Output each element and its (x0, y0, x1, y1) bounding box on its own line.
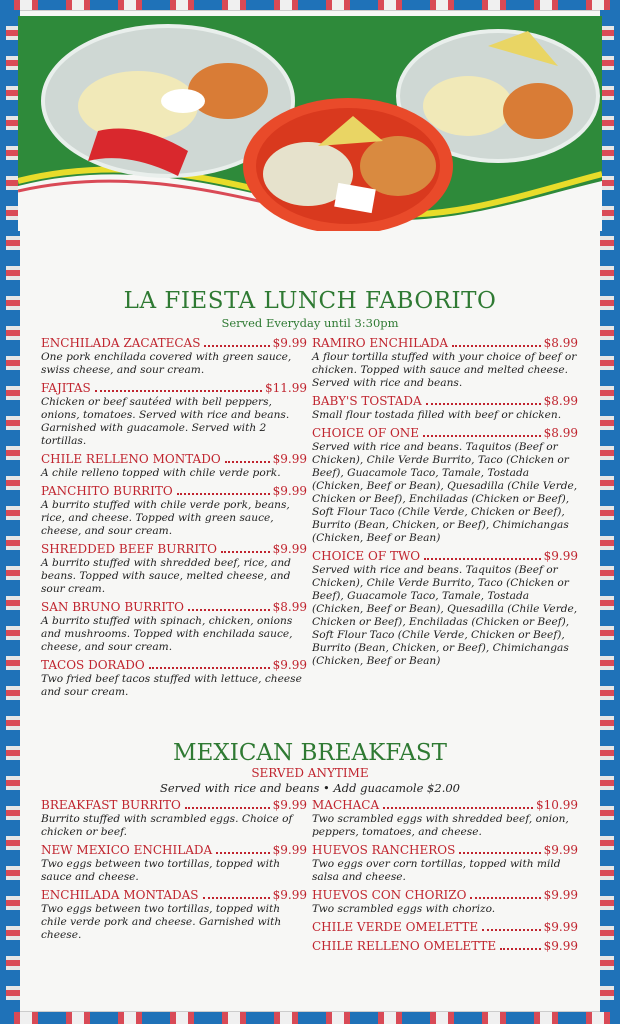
menu-item-description: Burrito stuffed with scrambled eggs. Choice of chicken or beef. (41, 813, 293, 838)
dot-leader (500, 948, 540, 950)
menu-item-name: CHILE RELLENO MONTADO (41, 452, 221, 466)
menu-item-name: CHILE VERDE OMELETTE (312, 920, 479, 934)
dot-leader (225, 461, 270, 463)
menu-item-description: Chicken or beef sautéed with bell peppers, onions, tomatoes. Served with rice and beans. Garnished with guacamole. Served with 2 tortillas. (41, 396, 290, 447)
menu-item-name: ENCHILADA ZACATECAS (41, 336, 201, 350)
dot-leader (177, 493, 270, 495)
menu-item-header (312, 843, 578, 858)
menu-item (41, 600, 307, 654)
menu-item (41, 658, 307, 699)
menu-item (41, 843, 307, 884)
menu-item-header (312, 798, 578, 813)
menu-item-price: $9.99 (272, 484, 307, 498)
dot-leader (185, 807, 270, 809)
menu-item-price: $11.99 (265, 381, 307, 395)
menu-item-name: NEW MEXICO ENCHILADA (41, 843, 213, 857)
dot-leader (204, 345, 269, 347)
menu-item-price: $9.99 (272, 658, 307, 672)
dot-leader (423, 435, 541, 437)
menu-item-price: $8.99 (543, 394, 578, 408)
menu-item-price: $9.99 (543, 843, 578, 857)
menu-item-description: A chile relleno topped with chile verde pork. (41, 467, 281, 479)
menu-item-description: A burrito stuffed with chile verde pork, beans, rice, and cheese. Topped with green sauce, cheese, and sour cream. (41, 499, 290, 537)
menu-item-description: A burrito stuffed with shredded beef, rice, and beans. Topped with sauce, melted cheese, and sour cream. (41, 557, 291, 595)
dot-leader (188, 609, 270, 611)
menu-item (312, 549, 578, 668)
menu-item (312, 939, 578, 954)
menu-item-description: Two eggs between two tortillas, topped with chile verde pork and cheese. Garnished with cheese. (41, 903, 282, 941)
food-photo-banner (18, 16, 602, 231)
menu-item-description: Two eggs between two tortillas, topped with sauce and cheese. (41, 858, 281, 883)
menu-item-name: HUEVOS CON CHORIZO (312, 888, 467, 902)
menu-item (41, 888, 307, 942)
menu-item-name: BABY'S TOSTADA (312, 394, 422, 408)
lunch-title: LA FIESTA LUNCH FABORITO (123, 288, 497, 314)
menu-item-price: $9.99 (272, 542, 307, 556)
dot-leader (149, 667, 270, 669)
menu-item (41, 381, 307, 448)
menu-item-name: BREAKFAST BURRITO (41, 798, 181, 812)
menu-item-price: $9.99 (543, 888, 578, 902)
menu-item-price: $10.99 (536, 798, 578, 812)
menu-item-name: RAMIRO ENCHILADA (312, 336, 448, 350)
menu-item-description: Served with rice and beans. Taquitos (Beef or Chicken), Chile Verde Burrito, Taco (Chicken or Beef), Guacamole Taco, Tamale, Tostada (Chicken, Beef or Bean), Quesadilla (Chile Verde, Chicken or Beef), Enchiladas (Chicken or Beef), Soft Flour Taco (Chile Verde, Chicken or Beef), Burrito (Bean, Chicken, or Beef), Chimichangas (Chicken, Beef or Bean) (312, 441, 578, 544)
menu-item-name: SAN BRUNO BURRITO (41, 600, 184, 614)
menu-item-header (41, 798, 307, 813)
dot-leader (203, 897, 270, 899)
menu-item-description: Two scrambled eggs with shredded beef, onion, peppers, tomatoes, and cheese. (312, 813, 569, 838)
right-border-pattern (600, 10, 614, 1012)
breakfast-subtitle: SERVED ANYTIME (251, 766, 369, 780)
menu-item-description: Small flour tostada filled with beef or chicken. (312, 409, 562, 421)
menu-item-name: HUEVOS RANCHEROS (312, 843, 456, 857)
menu-item-name: CHOICE OF ONE (312, 426, 420, 440)
menu-item-price: $9.99 (543, 939, 578, 953)
menu-item-header (312, 336, 578, 351)
menu-item (312, 843, 578, 884)
menu-item-price: $9.99 (272, 888, 307, 902)
menu-item (41, 542, 307, 596)
menu-item-name: SHREDDED BEEF BURRITO (41, 542, 217, 556)
dot-leader (459, 852, 540, 854)
menu-item (312, 394, 578, 422)
menu-item-name: TACOS DORADO (41, 658, 145, 672)
menu-item-price: $9.99 (272, 336, 307, 350)
dot-leader (482, 929, 540, 931)
menu-item-description: A flour tortilla stuffed with your choice of beef or chicken. Topped with sauce and melted cheese. Served with rice and beans. (312, 351, 577, 389)
breakfast-note: Served with rice and beans • Add guacamole $2.00 (160, 781, 460, 795)
menu-item-name: FAJITAS (41, 381, 91, 395)
menu-item-header (312, 426, 578, 441)
menu-item-header (41, 888, 307, 903)
menu-item (41, 452, 307, 480)
menu-item (312, 798, 578, 839)
menu-item-price: $8.99 (543, 336, 578, 350)
breakfast-right-column (312, 798, 578, 958)
dot-leader (221, 551, 270, 553)
menu-item-description: A burrito stuffed with spinach, chicken, onions and mushrooms. Topped with enchilada sauce, cheese, and sour cream. (41, 615, 293, 653)
menu-item-header (41, 484, 307, 499)
menu-item (312, 920, 578, 935)
menu-item-header (41, 843, 307, 858)
dot-leader (426, 403, 541, 405)
menu-item-header (41, 542, 307, 557)
menu-item-header (41, 600, 307, 615)
menu-item-name: CHILE RELLENO OMELETTE (312, 939, 497, 953)
dot-leader (216, 852, 270, 854)
menu-item-header (312, 888, 578, 903)
menu-item-header (41, 381, 307, 396)
menu-item-description: Served with rice and beans. Taquitos (Beef or Chicken), Chile Verde Burrito, Taco (Chicken or Beef), Guacamole Taco, Tamale, Tostada (Chicken, Beef or Bean), Quesadilla (Chile Verde, Chicken or Beef), Enchiladas (Chicken or Beef), Soft Flour Taco (Chile Verde, Chicken or Beef), Burrito (Bean, Chicken, or Beef), Chimichangas (Chicken, Beef or Bean) (312, 564, 578, 667)
menu-item-price: $9.99 (272, 798, 307, 812)
menu-item-name: CHOICE OF TWO (312, 549, 421, 563)
menu-item-description: Two eggs over corn tortillas, topped with mild salsa and cheese. (312, 858, 561, 883)
dot-leader (95, 390, 262, 392)
menu-item-name: PANCHITO BURRITO (41, 484, 173, 498)
menu-item-header (312, 394, 578, 409)
dot-leader (424, 558, 541, 560)
lunch-right-column (312, 336, 578, 672)
dot-leader (383, 807, 533, 809)
menu-item (41, 336, 307, 377)
menu-item-description: Two fried beef tacos stuffed with lettuce, cheese and sour cream. (41, 673, 302, 698)
breakfast-title: MEXICAN BREAKFAST (173, 740, 447, 766)
menu-item (41, 484, 307, 538)
menu-item-description: One pork enchilada covered with green sauce, swiss cheese, and sour cream. (41, 351, 292, 376)
menu-item-name: ENCHILADA MONTADAS (41, 888, 199, 902)
menu-item-price: $9.99 (272, 452, 307, 466)
menu-item-header (41, 452, 307, 467)
breakfast-left-column (41, 798, 307, 946)
menu-item (312, 336, 578, 390)
menu-item-header (41, 336, 307, 351)
menu-item-price: $8.99 (543, 426, 578, 440)
menu-item-price: $9.99 (272, 843, 307, 857)
menu-item-name: MACHACA (312, 798, 380, 812)
menu-item-price: $8.99 (272, 600, 307, 614)
menu-item (41, 798, 307, 839)
menu-item (312, 426, 578, 545)
menu-item-price: $9.99 (543, 920, 578, 934)
menu-item-header (312, 920, 578, 935)
lunch-left-column (41, 336, 307, 703)
lunch-subtitle: Served Everyday until 3:30pm (221, 316, 399, 330)
menu-item-header (41, 658, 307, 673)
menu-item-price: $9.99 (543, 549, 578, 563)
dot-leader (470, 897, 540, 899)
menu-item (312, 888, 578, 916)
menu-item-header (312, 549, 578, 564)
menu-item-description: Two scrambled eggs with chorizo. (312, 903, 496, 915)
dot-leader (452, 345, 541, 347)
menu-item-header (312, 939, 578, 954)
